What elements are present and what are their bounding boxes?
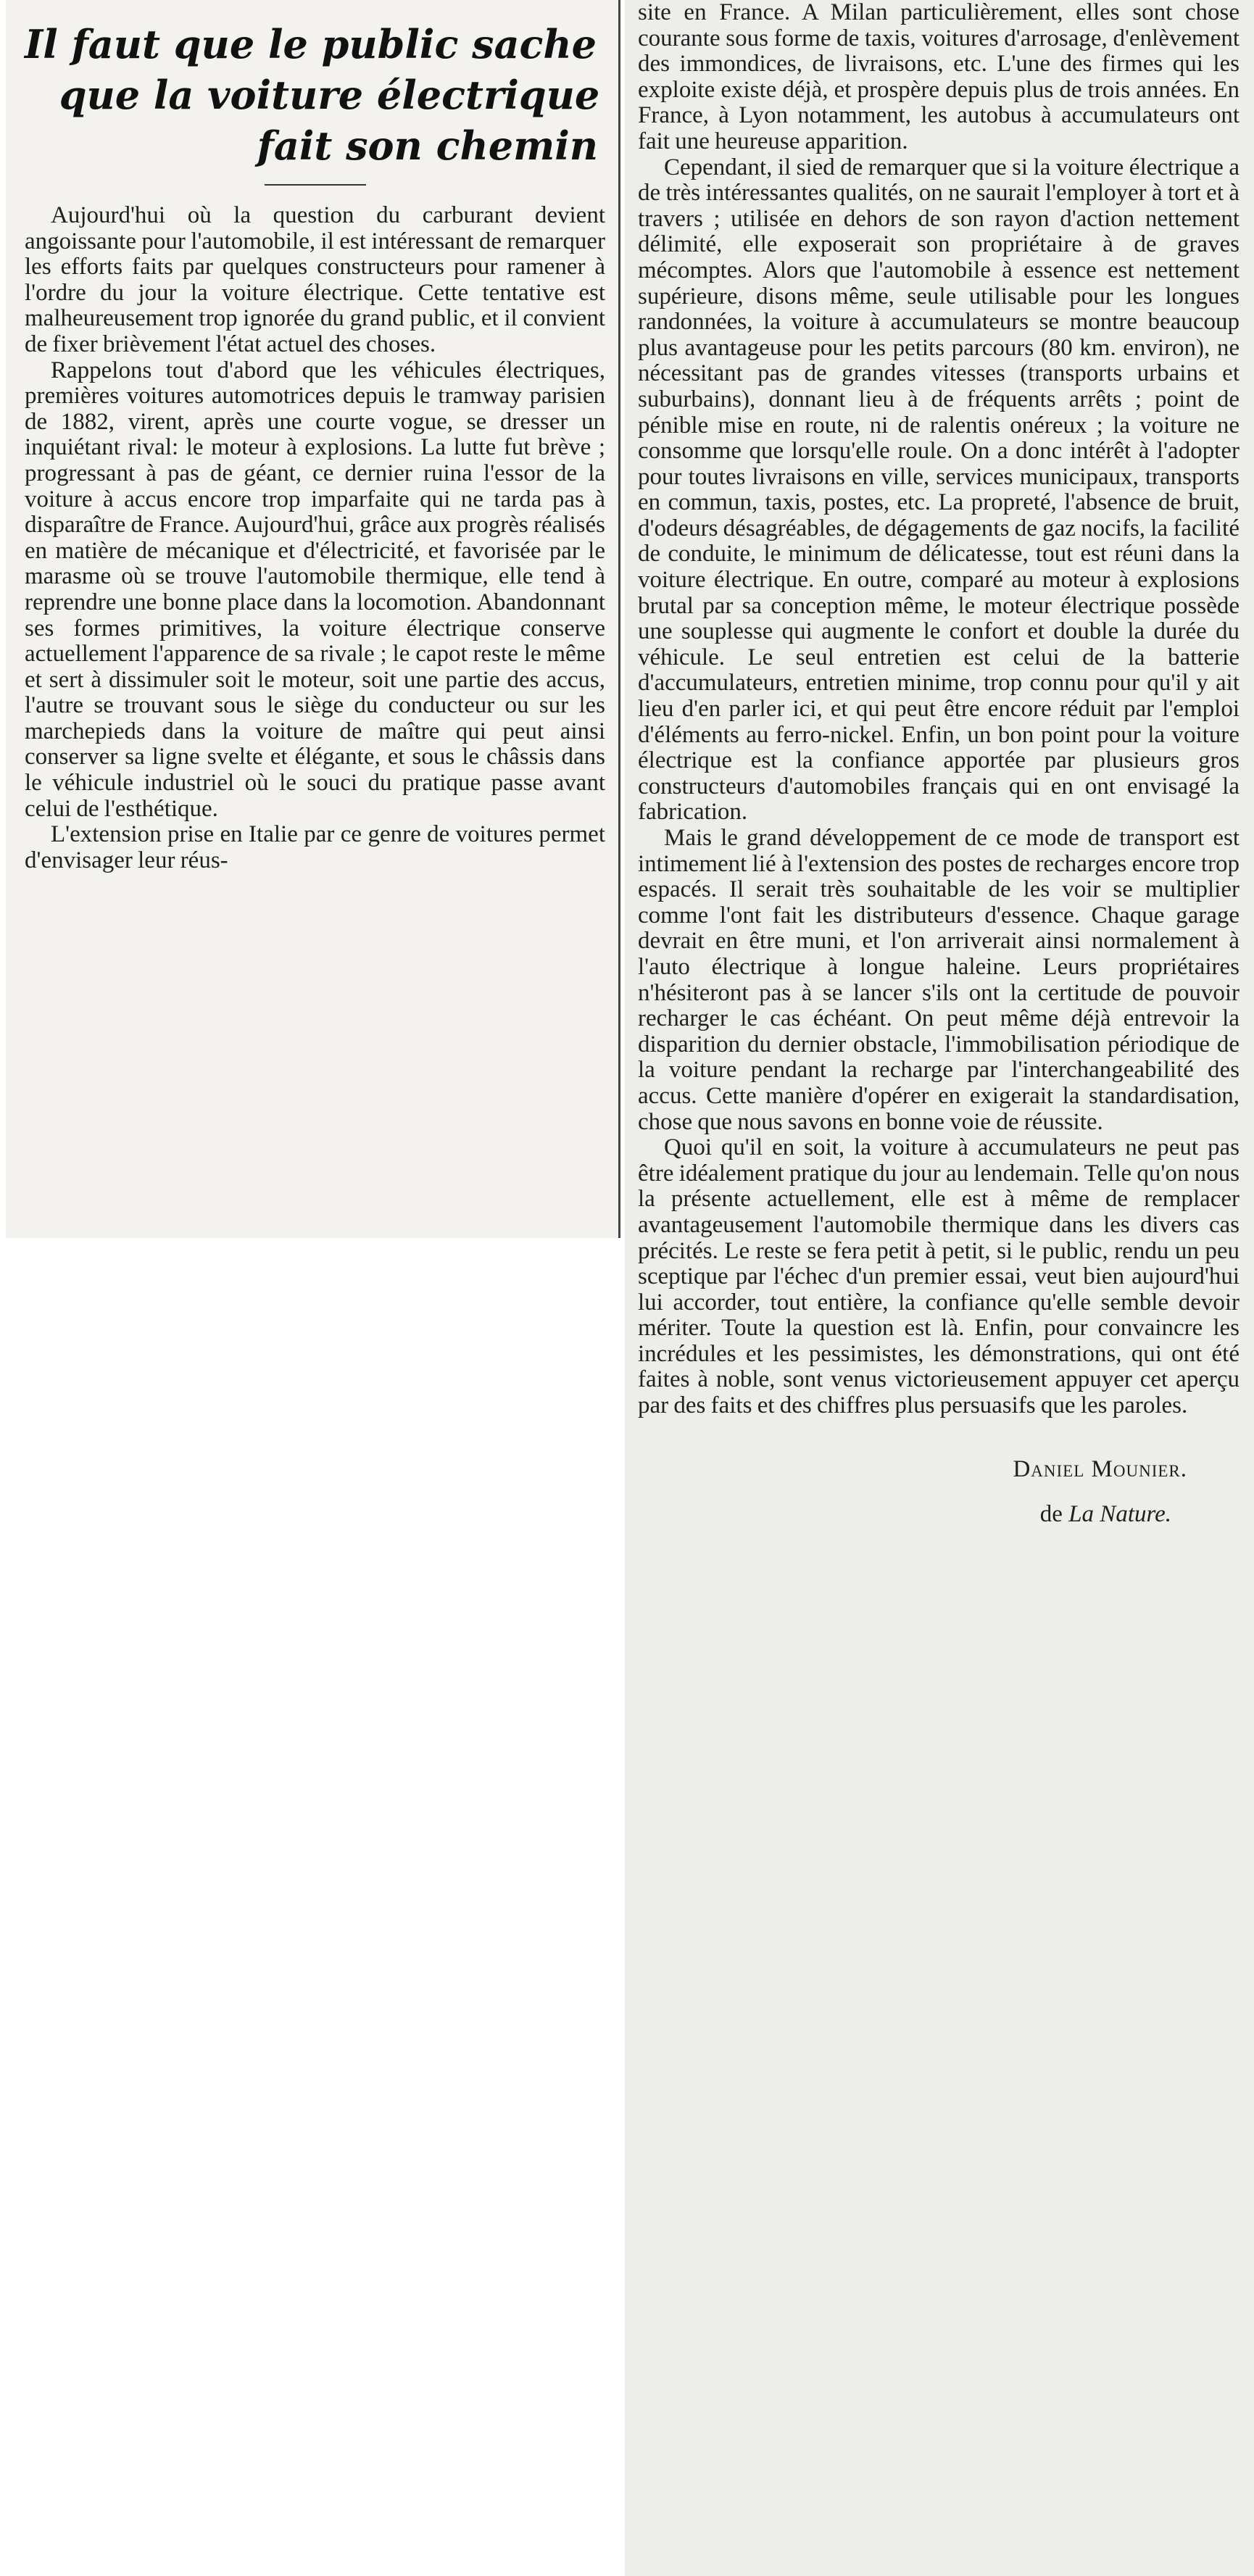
source-prefix: de	[1039, 1500, 1063, 1527]
source-name: La Nature.	[1068, 1500, 1171, 1527]
article-headline	[25, 19, 605, 171]
paragraph-continuation: site en France. A Milan particulièrement, elles sont chose courante sous forme de taxis, voitures d'arrosage, d'enlèvement des immondices, de livraisons, etc. L'une des firmes qui les exploite existe déjà, et prospère depuis plus de trois années. En France, à Lyon notamment, les autobus à accumulateurs ont fait une heureuse apparition.	[638, 0, 1240, 154]
headline-divider	[265, 184, 366, 186]
paragraph-italy: L'extension prise en Italie par ce genre de voitures permet d'envisager leur réus-	[25, 821, 605, 873]
paragraph-intro: Aujourd'hui où la question du carburant devient angoissante pour l'automobile, il est intéressant de remarquer les efforts faits par quelques constructeurs pour ramener à l'ordre du jour la voiture électrique. Cette tentative est malheureusement trop ignorée du grand public, et il convient de fixer brièvement l'état actuel des choses.	[25, 202, 605, 357]
headline-line-1: Il faut que le public sache	[25, 21, 597, 67]
source-credit	[638, 1492, 1187, 1537]
paragraph-qualities: Cependant, il sied de remarquer que si la voiture électrique a de très intéressantes qualités, on ne saurait l'employer à tort et à travers ; utilisée en dehors de son rayon d'action nettement délimité, elle exposerait son propriétaire à de graves mécomptes. Alors que l'automobile à essence est nettement supérieure, disons même, seule utilisable pour les longues randonnées, la voiture à accumulateurs se montre beaucoup plus avantageuse pour les petits parcours (80 km. environ), ne nécessitant pas de grandes vitesses (transports urbains et suburbains), donnant lieu à de fréquents arrêts ; point de pénible mise en route, ni de ralentis onéreux ; la voiture ne consomme que lorsqu'elle roule. On a donc intérêt à l'adopter pour toutes livraisons en ville, services municipaux, transports en commun, taxis, postes, etc. La propreté, l'absence de bruit, d'odeurs désagréables, de dégagements de gaz nocifs, la facilité de conduite, le minimum de délicatesse, tout est réuni dans la voiture électrique. En outre, comparé au moteur à explosions brutal par sa conception même, le moteur électrique possède une souplesse qui augmente le confort et double la durée du véhicule. Le seul entretien est celui de la batterie d'accumulateurs, entretien minime, trop connu pour qu'il y ait lieu d'en parler ici, et qui peut être encore réduit par l'emploi d'éléments au ferro-nickel. Enfin, un bon point pour la voiture électrique est la confiance apportée par plusieurs gros constructeurs d'automobiles français qui en ont envisagé la fabrication.	[638, 154, 1240, 826]
signature-block	[638, 1447, 1240, 1537]
right-column	[625, 0, 1254, 2576]
paragraph-history: Rappelons tout d'abord que les véhicules électriques, premières voitures automotrices depuis le tramway parisien de 1882, virent, après une courte vogue, se dresser un inquiétant rival: le moteur à explosions. La lutte fut brève ; progressant à pas de géant, ce dernier ruina l'essor de la voiture à accus encore trop imparfaite qui ne tarda pas à disparaître de France. Aujourd'hui, grâce aux progrès réalisés en matière de mécanique et d'électricité, et favorisée par le marasme où se trouve l'automobile thermique, elle tend à reprendre une bonne place dans la locomotion. Abandonnant ses formes primitives, la voiture électrique conserve actuellement l'apparence de sa rivale ; le capot reste le même et sert à dissimuler soit le moteur, soit une partie des accus, l'autre se trouvant sous le siège du conducteur ou sur les marchepieds dans la voiture de maître qui peut ainsi conserver sa ligne svelte et élégante, et sous le châssis dans le véhicule industriel où le souci du pratique passe avant celui de l'esthétique.	[25, 357, 605, 822]
headline-line-3: fait son chemin	[257, 122, 598, 169]
author-name: Daniel Mounier.	[1013, 1455, 1187, 1482]
left-column	[6, 0, 620, 1238]
paragraph-conclusion: Quoi qu'il en soit, la voiture à accumulateurs ne peut pas être idéalement pratique du jour au lendemain. Telle qu'on nous la présente actuellement, elle est à même de remplacer avantageusement l'automobile thermique dans les divers cas précités. Le reste se fera petit à petit, si le public, rendu un peu sceptique par l'échec d'un premier essai, veut bien aujourd'hui lui accorder, tout entière, la confiance qu'elle semble devoir mériter. Toute la question est là. Enfin, pour convaincre les incrédules et les pessimistes, les démonstrations, qui ont été faites à noble, sont venus victorieusement appuyer cet aperçu par des faits et des chiffres plus persuasifs que les paroles.	[638, 1134, 1240, 1419]
paragraph-recharging: Mais le grand développement de ce mode de transport est intimement lié à l'extension des postes de recharges encore trop espacés. Il serait très souhaitable de les voir se multiplier comme l'ont fait les distributeurs d'essence. Chaque garage devrait en être muni, et l'on arriverait ainsi normalement à l'auto électrique à longue haleine. Leurs propriétaires n'hésiteront pas à se lancer s'ils ont la certitude de pouvoir recharger le cas échéant. On peut même déjà entrevoir la disparition du dernier obstacle, l'immobilisation périodique de la voiture pendant la recharge par l'interchangeabilité des accus. Cette manière d'opérer en exigerait la standardisation, chose que nous savons en bonne voie de réussite.	[638, 825, 1240, 1135]
headline-line-2: que la voiture électrique	[59, 72, 600, 118]
